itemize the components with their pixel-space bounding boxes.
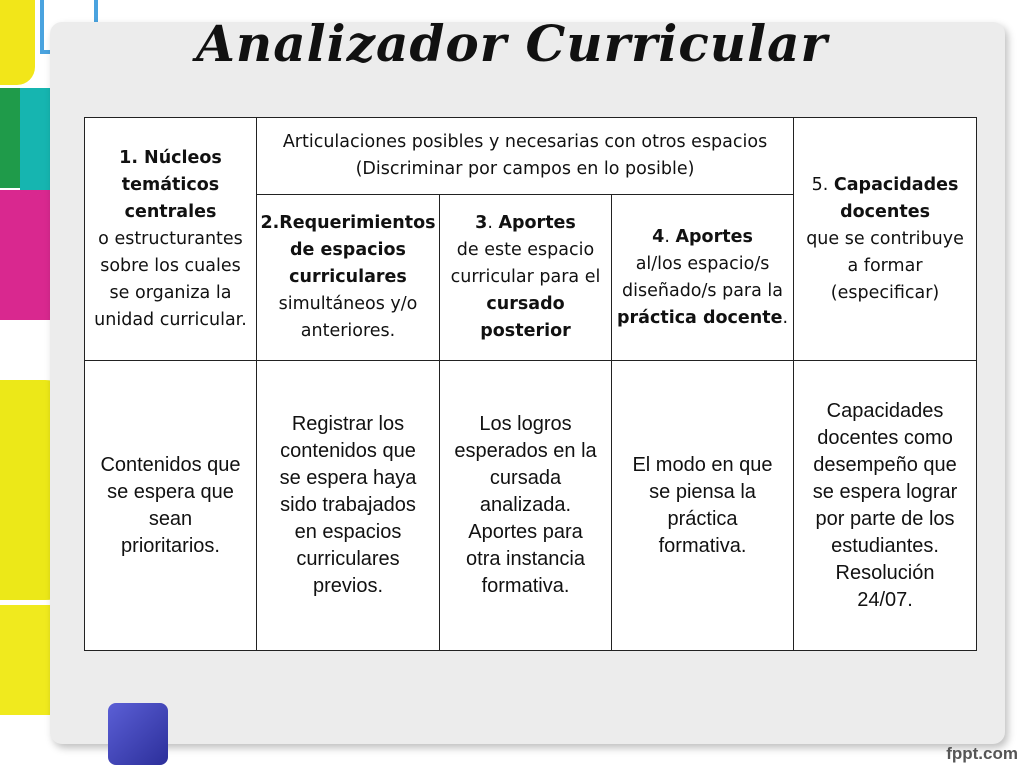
body-cell-modo: El modo en que se piensa la práctica formativa. — [612, 361, 794, 651]
header-cell-capacidades: 5. Capacidades docentes que se contribuye a formar (especificar) — [794, 118, 977, 361]
header-cell-articulaciones: Articulaciones posibles y necesarias con otros espacios (Discriminar por campos en lo posible) — [257, 118, 794, 195]
decor-purple-square — [108, 703, 168, 765]
body-cell-registrar: Registrar los contenidos que se espera haya sido trabajados en espacios curriculares previos. — [257, 361, 440, 651]
header-cell-aportes-practica: 4. Aportes al/los espacio/s diseñado/s para la práctica docente. — [612, 195, 794, 361]
header-cell-aportes-posterior: 3. Aportes de este espacio curricular para el cursado posterior — [440, 195, 612, 361]
curricular-table — [84, 117, 977, 651]
header-cell-nucleos: 1. Núcleos temáticos centrales o estructurantes sobre los cuales se organiza la unidad curricular. — [85, 118, 257, 361]
body-cell-logros: Los logros esperados en la cursada analizada. Aportes para otra instancia formativa. — [440, 361, 612, 651]
fppt-logo: fppt.com — [946, 744, 1018, 763]
header-cell-requerimientos: 2.Requerimientos de espacios curriculares simultáneos y/o anteriores. — [257, 195, 440, 361]
body-cell-capacidades: Capacidades docentes como desempeño que se espera lograr por parte de los estudiantes. Resolución 24/07. — [794, 361, 977, 651]
slide-title: Analizador Curricular — [196, 14, 828, 73]
body-cell-contenidos: Contenidos que se espera que sean prioritarios. — [85, 361, 257, 651]
